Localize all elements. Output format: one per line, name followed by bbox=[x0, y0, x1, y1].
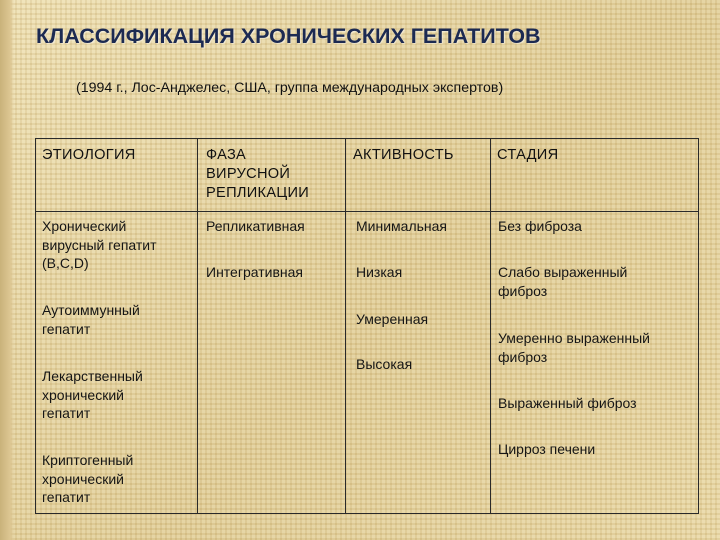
header-phase: ФАЗА ВИРУСНОЙ РЕПЛИКАЦИИ bbox=[206, 147, 310, 201]
stage-item: Умеренно выраженный фиброз bbox=[498, 330, 650, 365]
activity-item: Минимальная bbox=[356, 218, 448, 234]
etiology-item: Хронический вирусный гепатит (B,C,D) bbox=[42, 218, 157, 271]
decorative-left-bar bbox=[0, 0, 14, 540]
page-title: КЛАССИФИКАЦИЯ ХРОНИЧЕСКИХ ГЕПАТИТОВ bbox=[36, 24, 541, 48]
header-stage: СТАДИЯ bbox=[497, 147, 559, 163]
etiology-item: Лекарственный хронический гепатит bbox=[42, 368, 143, 421]
phase-item: Репликативная bbox=[206, 218, 305, 234]
activity-item: Высокая bbox=[356, 356, 413, 372]
stage-item: Слабо выраженный фиброз bbox=[498, 264, 628, 299]
page-subtitle: (1994 г., Лос-Анджелес, США, группа международных экспертов) bbox=[76, 80, 504, 96]
column-divider-1 bbox=[197, 138, 198, 514]
stage-item: Без фиброза bbox=[498, 218, 582, 234]
stage-item: Выраженный фиброз bbox=[498, 395, 637, 411]
activity-item: Низкая bbox=[356, 264, 403, 280]
header-activity: АКТИВНОСТЬ bbox=[353, 147, 454, 163]
activity-item: Умеренная bbox=[356, 311, 429, 327]
column-divider-2 bbox=[345, 138, 346, 514]
column-divider-3 bbox=[490, 138, 491, 514]
etiology-item: Аутоиммунный гепатит bbox=[42, 302, 140, 337]
stage-item: Цирроз печени bbox=[498, 441, 596, 457]
etiology-item: Криптогенный хронический гепатит bbox=[42, 452, 134, 505]
header-etiology: ЭТИОЛОГИЯ bbox=[42, 147, 136, 163]
phase-item: Интегративная bbox=[206, 264, 303, 280]
header-divider bbox=[35, 211, 699, 212]
